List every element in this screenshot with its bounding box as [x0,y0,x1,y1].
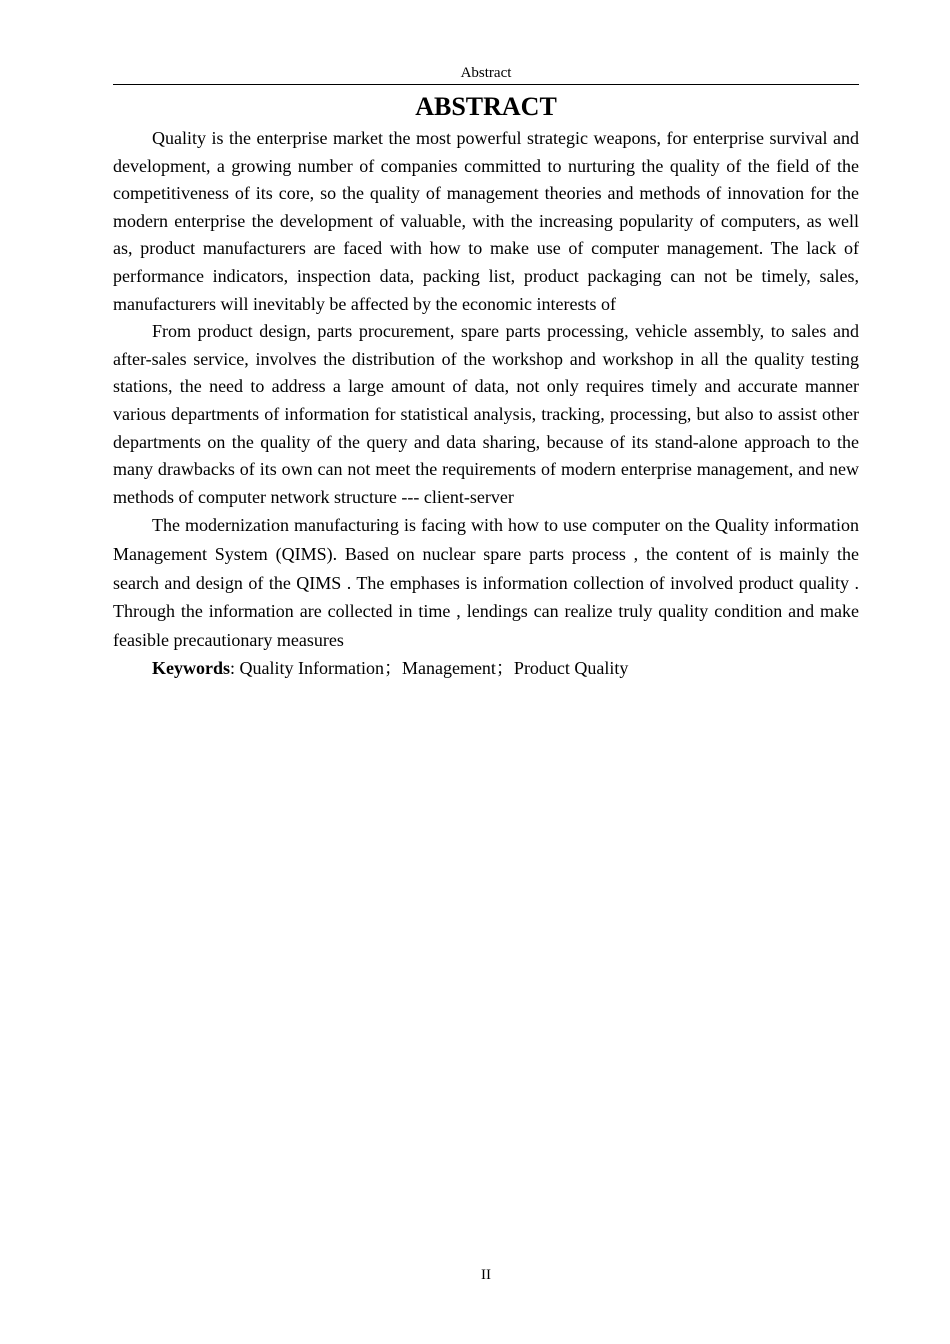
abstract-paragraph-3: The modernization manufacturing is facing with how to use computer on the Quality information Management System (QIMS). Based on nuclear spare parts process , the content of is mainly the search and design of the QIMS . The emphases is information collection of involved product quality . Through the information are collected in time , lendings can realize truly quality condition and make feasible precautionary measures [113,515,859,650]
keywords-line [113,654,859,682]
keywords-list: : Quality Information；Management；Product Quality [230,658,629,679]
abstract-paragraph-2: From product design, parts procurement, spare parts processing, vehicle assembly, to sales and after-sales service, involves the distribution of the workshop and workshop in all the quality testing stations, the need to address a large amount of data, not only requires timely and accurate manner various departments of information for statistical analysis, tracking, processing, but also to assist other departments on the quality of the query and data sharing, because of its stand-alone approach to the many drawbacks of its own can not meet the requirements of modern enterprise management, and new methods of computer network structure --- client-server [113,321,859,507]
header-rule [113,84,859,85]
running-header: Abstract [460,65,512,81]
keywords-label: Keywords [152,658,230,679]
abstract-title: ABSTRACT [415,92,557,121]
abstract-body [113,125,859,682]
abstract-paragraph-1: Quality is the enterprise market the most powerful strategic weapons, for enterprise survival and development, a growing number of companies committed to nurturing the quality of the field of the competitiveness of its core, so the quality of management theories and methods of innovation for the modern enterprise the development of valuable, with the increasing popularity of computers, as well as, product manufacturers are faced with how to make use of computer management. The lack of performance indicators, inspection data, packing list, product packaging can not be timely, sales, manufacturers will inevitably be affected by the economic interests of [113,128,859,314]
page-number: II [481,1267,491,1283]
